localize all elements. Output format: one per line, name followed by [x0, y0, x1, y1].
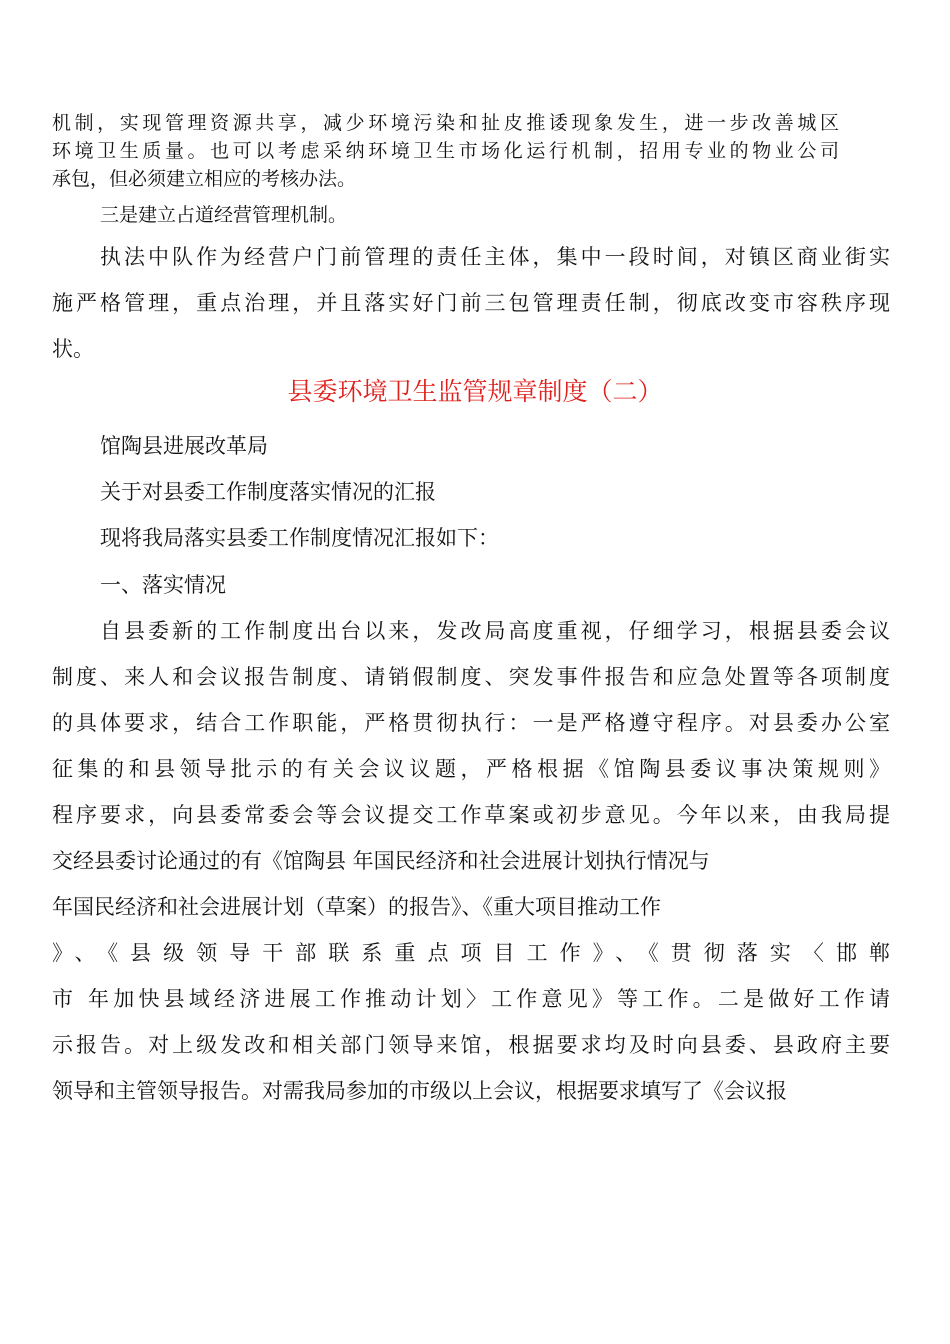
- paragraph-line: 执法中队作为经营户门前管理的责任主体，集中一段时间，对镇区商业街实: [100, 245, 890, 269]
- body-line: 示报告。对上级发改和相关部门领导来馆，根据要求均及时向县委、县政府主要: [52, 1033, 890, 1057]
- body-line: 制度、来人和会议报告制度、请销假制度、突发事件报告和应急处置等各项制度: [52, 665, 890, 689]
- paragraph-line: 环境卫生质量。也可以考虑采纳环境卫生市场化运行机制，招用专业的物业公司: [52, 140, 839, 162]
- paragraph-line: 施严格管理，重点治理，并且落实好门前三包管理责任制，彻底改变市容秩序现: [52, 291, 890, 315]
- org-name: 馆陶县进展改革局: [100, 434, 268, 458]
- paragraph-line: 机制，实现管理资源共享，减少环境污染和扯皮推诿现象发生，进一步改善城区: [52, 112, 839, 134]
- body-line: 年国民经济和社会进展计划（草案）的报告》、《重大项目推动工作: [52, 895, 661, 919]
- paragraph-line: 状。: [52, 337, 94, 361]
- section-title: 县委环境卫生监管规章制度（二）: [287, 377, 663, 406]
- heading-1: 一、落实情况: [100, 573, 226, 597]
- report-title: 关于对县委工作制度落实情况的汇报: [100, 480, 436, 504]
- body-line: 的具体要求，结合工作职能，严格贯彻执行：一是严格遵守程序。对县委办公室: [52, 711, 890, 735]
- body-line: 征集的和县领导批示的有关会议议题，严格根据《馆陶县委议事决策规则》: [52, 757, 890, 781]
- item-heading: 三是建立占道经营管理机制。: [100, 204, 348, 226]
- body-line: 市 年加快县域经济进展工作推动计划〉工作意见》等工作。二是做好工作请: [52, 987, 890, 1011]
- body-line: 》、《县级领导干部联系重点项目工作》、《贯彻落实〈邯郸: [52, 941, 890, 965]
- body-line: 领导和主管领导报告。对需我局参加的市级以上会议，根据要求填写了《会议报: [52, 1079, 787, 1103]
- paragraph-line: 承包，但必须建立相应的考核办法。: [52, 168, 357, 190]
- body-line: 程序要求，向县委常委会等会议提交工作草案或初步意见。今年以来，由我局提: [52, 803, 890, 827]
- intro-line: 现将我局落实县委工作制度情况汇报如下：: [100, 526, 499, 550]
- body-line: 交经县委讨论通过的有《馆陶县 年国民经济和社会进展计划执行情况与: [52, 849, 710, 873]
- body-line: 自县委新的工作制度出台以来，发改局高度重视，仔细学习，根据县委会议: [100, 619, 890, 643]
